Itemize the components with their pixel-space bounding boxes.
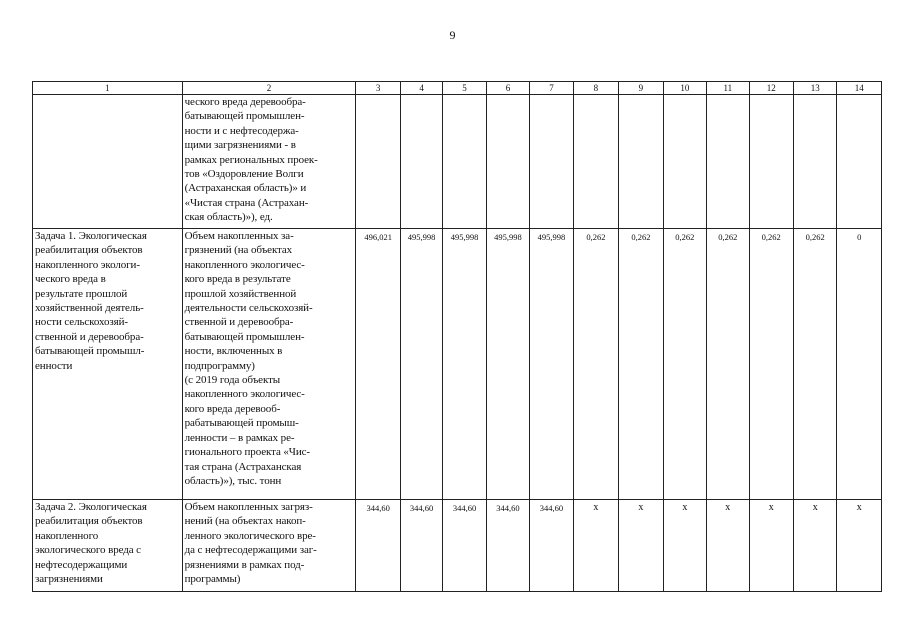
column-number: 8 [573, 82, 618, 95]
value-cell: 0,262 [749, 229, 793, 500]
value-cell: 0,262 [707, 229, 749, 500]
value-cell [837, 95, 882, 229]
value-cell: х [793, 500, 836, 592]
value-cell [530, 95, 573, 229]
value-cell: 344,60 [443, 500, 486, 592]
column-number: 12 [749, 82, 793, 95]
column-number: 4 [400, 82, 442, 95]
value-cell [619, 95, 663, 229]
value-cell: 0,262 [619, 229, 663, 500]
column-number: 9 [619, 82, 663, 95]
value-cell: х [573, 500, 618, 592]
value-cell [749, 95, 793, 229]
value-cell [400, 95, 442, 229]
value-cell: 0,262 [573, 229, 618, 500]
column-number-row [33, 82, 882, 95]
table-row [33, 95, 882, 229]
column-number: 2 [182, 82, 356, 95]
value-cell: 0,262 [663, 229, 706, 500]
value-cell: 495,998 [530, 229, 573, 500]
value-cell [356, 95, 400, 229]
value-cell: х [749, 500, 793, 592]
column-number: 13 [793, 82, 836, 95]
value-cell: 344,60 [400, 500, 442, 592]
value-cell [793, 95, 836, 229]
column-number: 1 [33, 82, 183, 95]
task-cell: Задача 2. Экологическая реабилитация объектов накопленного экологического вреда с нефтесодержащими загрязнениями [33, 500, 183, 592]
value-cell: х [837, 500, 882, 592]
indicators-table [32, 81, 882, 592]
indicator-cell: Объем накопленных загряз- нений (на объектах накоп- ленного экологического вре- да с нефтесодержащими заг- рязнениями в рамках под- программы) [182, 500, 356, 592]
task-cell: Задача 1. Экологическая реабилитация объектов накопленного экологи- ческого вреда в результате прошлой хозяйственной деятель- ности сельскохозяй- ственной и деревообра- батывающей промышл- енности [33, 229, 183, 500]
column-number: 3 [356, 82, 400, 95]
indicator-cell: Объем накопленных за- грязнений (на объектах накопленного экологичес- кого вреда в результате прошлой хозяйственной деятельности сельскохозяй- ственной и деревообра- батывающей промышлен- ности, включенных в подпрограмму) (с 2019 года объекты накопленного экологичес- кого вреда деревооб- рабатывающей промыш- ленности – в рамках ре- гионального проекта «Чис- тая страна (Астраханская область)»), тыс. тонн [182, 229, 356, 500]
value-cell [443, 95, 486, 229]
value-cell: 0,262 [793, 229, 836, 500]
value-cell: 344,60 [486, 500, 529, 592]
table-row [33, 229, 882, 500]
value-cell: 495,998 [400, 229, 442, 500]
indicator-cell: ческого вреда деревообра- батывающей промышлен- ности и с нефтесодержа- щими загрязнениями - в рамках региональных проек- тов «Оздоровление Волги (Астраханская область)» и «Чистая страна (Астрахан- ская область)»), ед. [182, 95, 356, 229]
column-number: 7 [530, 82, 573, 95]
column-number: 14 [837, 82, 882, 95]
column-number: 5 [443, 82, 486, 95]
column-number: 10 [663, 82, 706, 95]
value-cell: х [663, 500, 706, 592]
task-cell [33, 95, 183, 229]
value-cell: 495,998 [486, 229, 529, 500]
value-cell [486, 95, 529, 229]
value-cell: 496,021 [356, 229, 400, 500]
value-cell: 495,998 [443, 229, 486, 500]
value-cell [573, 95, 618, 229]
value-cell: х [707, 500, 749, 592]
value-cell: 0 [837, 229, 882, 500]
table-row [33, 500, 882, 592]
column-number: 11 [707, 82, 749, 95]
page-number: 9 [449, 28, 456, 42]
column-number: 6 [486, 82, 529, 95]
value-cell: х [619, 500, 663, 592]
value-cell: 344,60 [356, 500, 400, 592]
value-cell [663, 95, 706, 229]
value-cell [707, 95, 749, 229]
value-cell: 344,60 [530, 500, 573, 592]
